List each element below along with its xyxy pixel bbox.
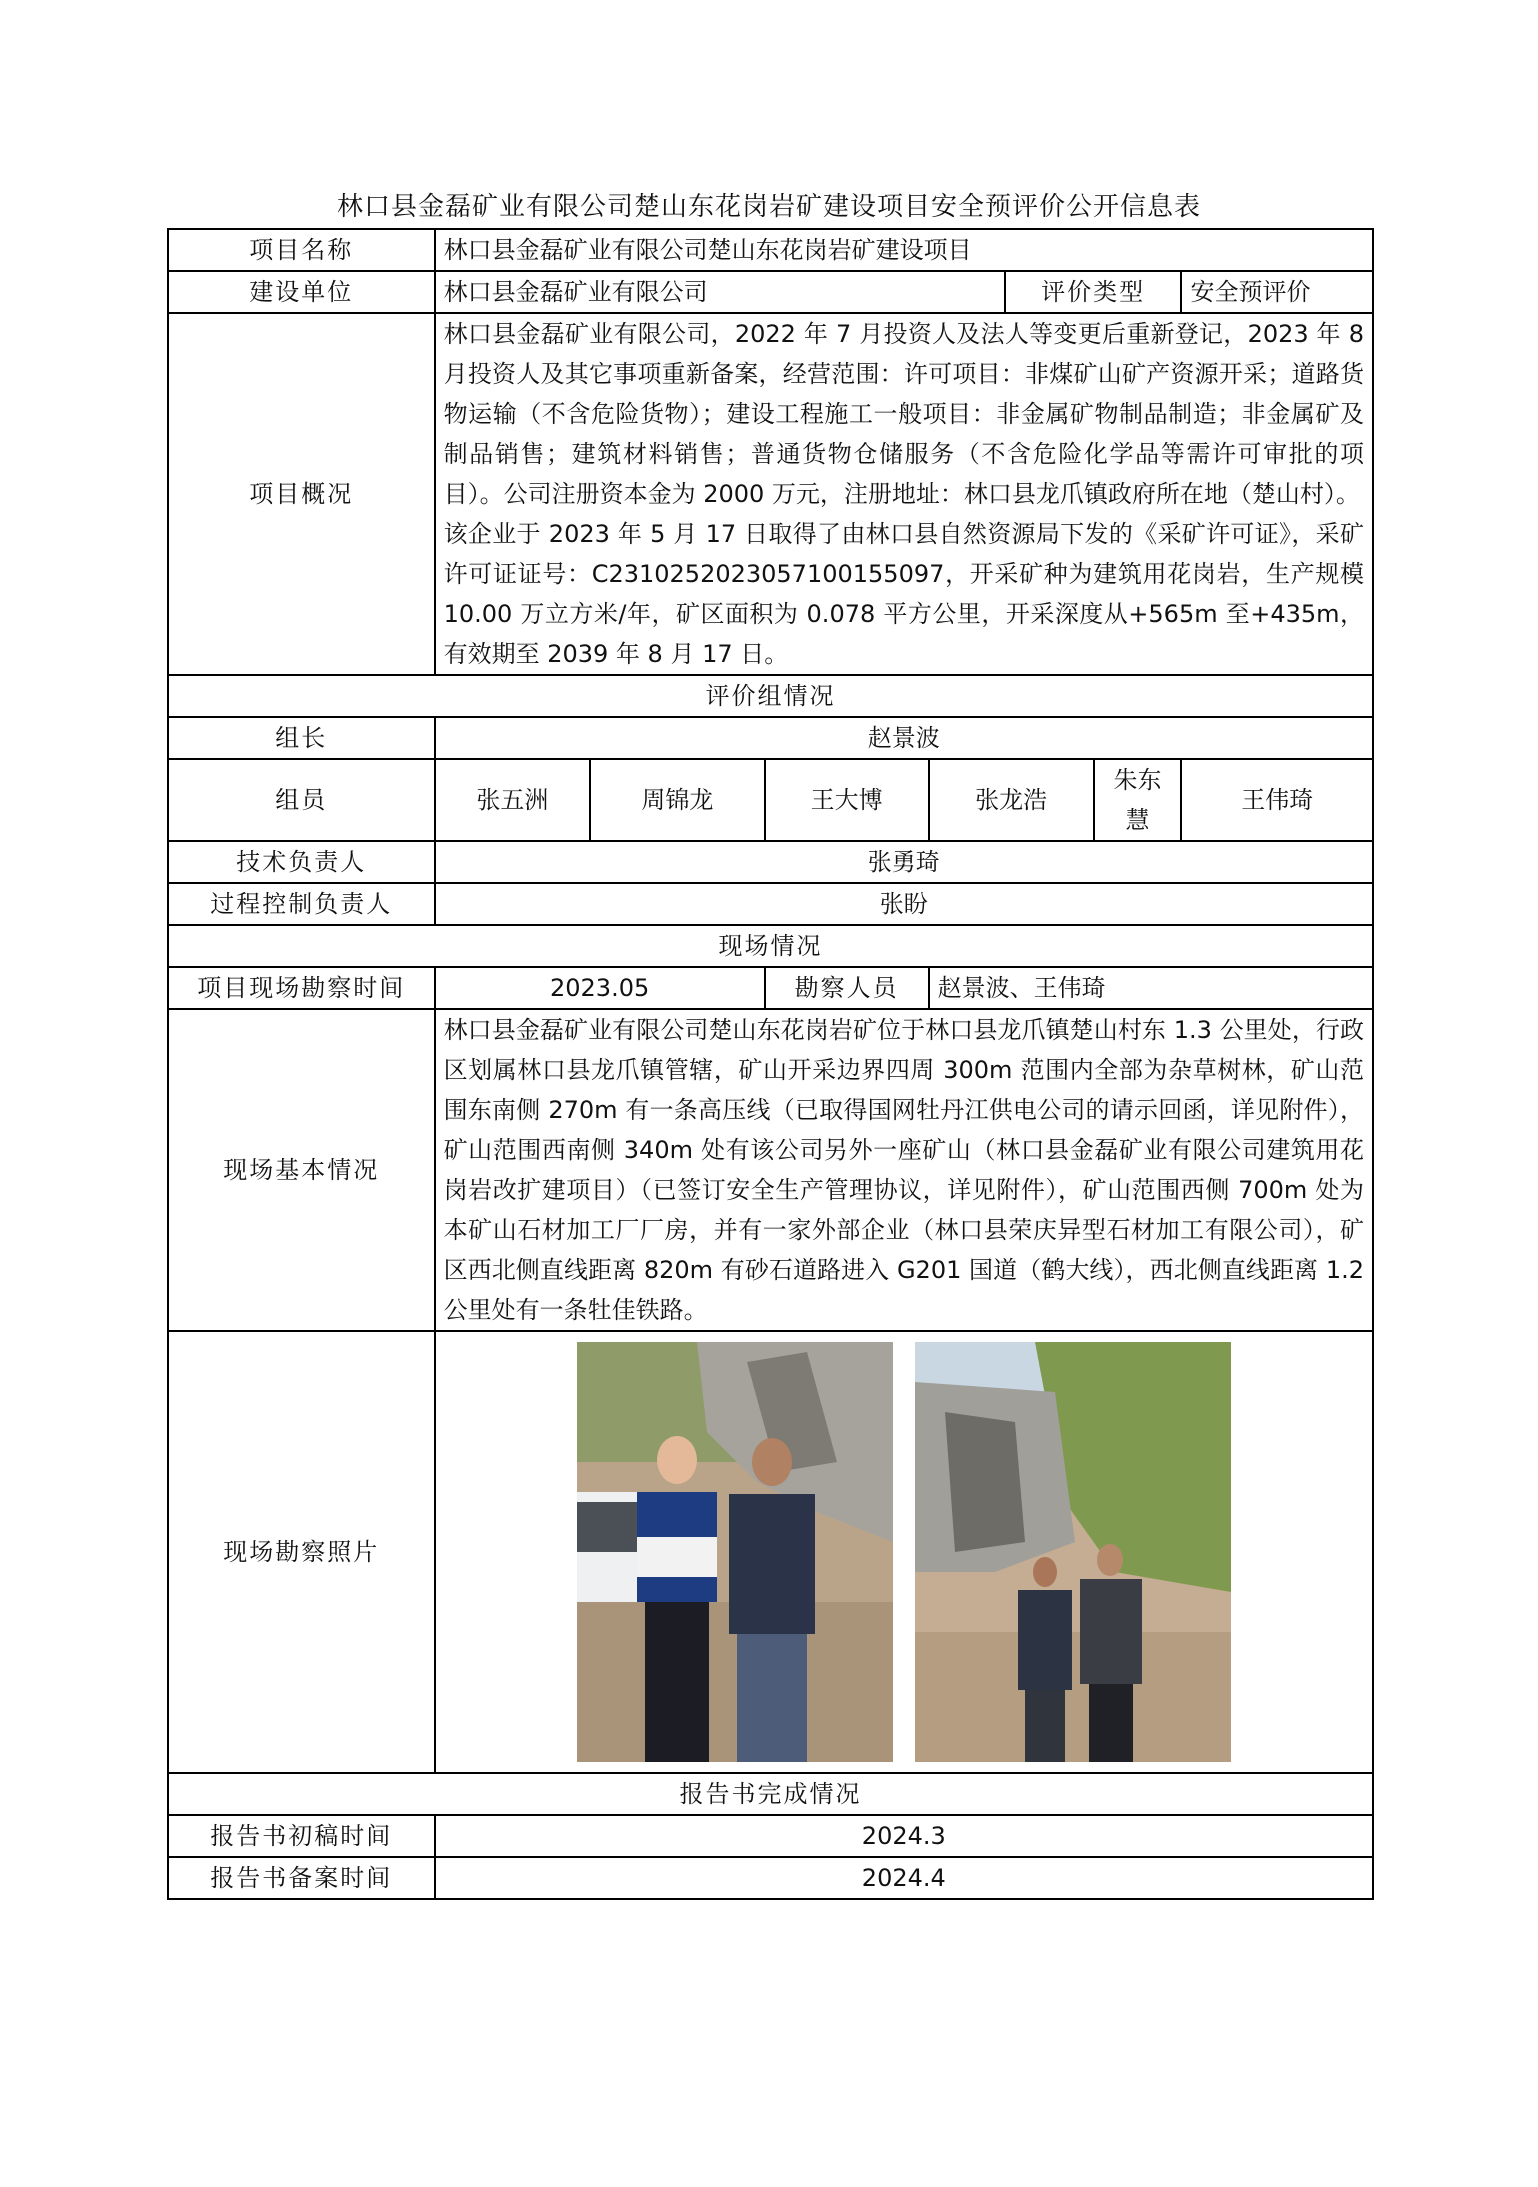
site-photos-label: 现场勘察照片 xyxy=(168,1331,435,1773)
survey-time-label: 项目现场勘察时间 xyxy=(168,967,435,1009)
project-name-value: 林口县金磊矿业有限公司楚山东花岗岩矿建设项目 xyxy=(435,229,1373,271)
member-cell: 周锦龙 xyxy=(590,759,765,841)
site-photo-1 xyxy=(577,1342,893,1762)
member-cell: 朱东慧 xyxy=(1094,759,1182,841)
row-draft-time xyxy=(168,1815,1373,1857)
draft-time-label: 报告书初稿时间 xyxy=(168,1815,435,1857)
process-lead-label: 过程控制负责人 xyxy=(168,883,435,925)
row-filing-time xyxy=(168,1857,1373,1899)
row-site-section xyxy=(168,925,1373,967)
row-process-lead xyxy=(168,883,1373,925)
surveyors-value: 赵景波、王伟琦 xyxy=(929,967,1373,1009)
row-builder xyxy=(168,271,1373,313)
survey-time-value: 2023.05 xyxy=(435,967,765,1009)
process-lead-value: 张盼 xyxy=(435,883,1373,925)
overview-text xyxy=(435,313,1373,675)
page-title: 林口县金磊矿业有限公司楚山东花岗岩矿建设项目安全预评价公开信息表 xyxy=(336,192,1201,222)
member-cell: 张五洲 xyxy=(435,759,591,841)
surveyors-label: 勘察人员 xyxy=(765,967,929,1009)
tech-lead-label: 技术负责人 xyxy=(168,841,435,883)
builder-value: 林口县金磊矿业有限公司 xyxy=(435,271,1005,313)
member-cell: 王大博 xyxy=(765,759,929,841)
row-site-photos xyxy=(168,1331,1373,1773)
members-label: 组员 xyxy=(168,759,435,841)
row-overview xyxy=(168,313,1373,675)
overview-label: 项目概况 xyxy=(168,313,435,675)
leader-value: 赵景波 xyxy=(435,717,1373,759)
eval-type-value: 安全预评价 xyxy=(1181,271,1373,313)
site-photo-2 xyxy=(915,1342,1231,1762)
row-report-section xyxy=(168,1773,1373,1815)
row-site-basic xyxy=(168,1009,1373,1331)
info-table xyxy=(167,228,1374,1900)
leader-label: 组长 xyxy=(168,717,435,759)
draft-time-value: 2024.3 xyxy=(435,1815,1373,1857)
site-basic-label: 现场基本情况 xyxy=(168,1009,435,1331)
row-members xyxy=(168,759,1373,841)
row-leader xyxy=(168,717,1373,759)
builder-label: 建设单位 xyxy=(168,271,435,313)
member-cell: 张龙浩 xyxy=(929,759,1094,841)
overview-paragraph-2: 该企业于 2023 年 5 月 17 日取得了由林口县自然资源局下发的《采矿许可证》，采矿许可证证号：C2310252023057100155097，开采矿种为建筑用花岗岩，生产规模 10.00 万立方米/年，矿区面积为 0.078 平方公里，开采深度从+565m 至+435m，有效期至 2039 年 8 月 17 日。 xyxy=(443,520,1364,668)
filing-time-label: 报告书备案时间 xyxy=(168,1857,435,1899)
member-cell: 王伟琦 xyxy=(1181,759,1373,841)
site-basic-text: 林口县金磊矿业有限公司楚山东花岗岩矿位于林口县龙爪镇楚山村东 1.3 公里处，行政区划属林口县龙爪镇管辖，矿山开采边界四周 300m 范围内全部为杂草树林，矿山范围东南侧 270m 有一条高压线（已取得国网牡丹江供电公司的请示回函，详见附件），矿山范围西南侧 340m 处有该公司另外一座矿山（林口县金磊矿业有限公司建筑用花岗岩改扩建项目）（已签订安全生产管理协议，详见附件），矿山范围西侧 700m 处为本矿山石材加工厂厂房，并有一家外部企业（林口县荣庆异型石材加工有限公司），矿区西北侧直线距离 820m 有砂石道路进入 G201 国道（鹤大线），西北侧直线距离 1.2 公里处有一条牡佳铁路。 xyxy=(435,1009,1373,1331)
row-team-section xyxy=(168,675,1373,717)
site-section-header: 现场情况 xyxy=(168,925,1373,967)
project-name-label: 项目名称 xyxy=(168,229,435,271)
eval-type-label: 评价类型 xyxy=(1005,271,1182,313)
report-section-header: 报告书完成情况 xyxy=(168,1773,1373,1815)
row-survey xyxy=(168,967,1373,1009)
overview-paragraph-1: 林口县金磊矿业有限公司，2022 年 7 月投资人及法人等变更后重新登记，2023 年 8 月投资人及其它事项重新备案，经营范围：许可项目：非煤矿山矿产资源开采；道路货物运输（不含危险货物）；建设工程施工一般项目：非金属矿物制品制造；非金属矿及制品销售；建筑材料销售；普通货物仓储服务（不含危险化学品等需许可审批的项目）。公司注册资本金为 2000 万元，注册地址：林口县龙爪镇政府所在地（楚山村）。 xyxy=(443,320,1364,508)
row-project-name xyxy=(168,229,1373,271)
filing-time-value: 2024.4 xyxy=(435,1857,1373,1899)
site-photos-cell xyxy=(435,1331,1373,1773)
team-section-header: 评价组情况 xyxy=(168,675,1373,717)
row-tech-lead xyxy=(168,841,1373,883)
tech-lead-value: 张勇琦 xyxy=(435,841,1373,883)
